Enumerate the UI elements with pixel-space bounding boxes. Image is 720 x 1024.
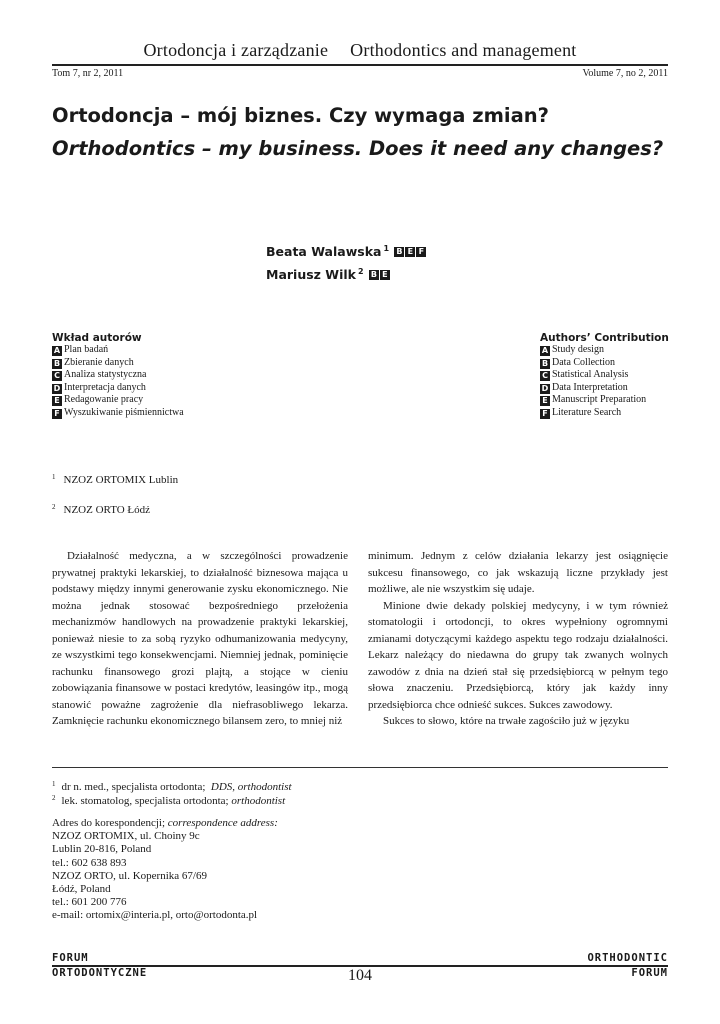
contribution-item bbox=[540, 382, 669, 395]
body-paragraph: minimum. Jednym z celów działania lekarzy jest osiągnięcie sukcesu finansowego, co jak wskazują liczne przykłady jest możliwe, ale nie wszystkim się udaje. bbox=[368, 550, 668, 596]
contribution-letter: E bbox=[540, 396, 550, 406]
correspondence-label-pl: Adres do korespondencji; bbox=[52, 817, 166, 829]
contribution-item bbox=[52, 382, 184, 395]
contribution-label: Literature Search bbox=[552, 406, 622, 418]
contribution-label: Plan badań bbox=[64, 344, 109, 355]
body-column-left bbox=[52, 548, 348, 730]
author-2 bbox=[266, 267, 390, 282]
contribution-label: Interpretacja danych bbox=[64, 381, 146, 393]
contribution-item bbox=[52, 407, 184, 420]
footer-brand-pl-line2: ORTODONTYCZNE bbox=[52, 967, 148, 979]
footnote-text-pl: dr n. med., specjalista ortodonta; bbox=[61, 781, 206, 793]
contribution-list-en bbox=[540, 344, 669, 420]
author-name: Mariusz Wilk bbox=[266, 267, 356, 282]
body-paragraph: Działalność medyczna, a w szczególności prowadzenie prywatnej praktyki lekarskiej, to działalność biznesowa mająca u podstawy między innymi generowanie zysku ekonomicznego. Nie można jednak stosować bezpośredniego przełożenia mechanizmów handlowych na prowadzenie praktyki lekarskiej, ponieważ niesie to za sobą ryzyko odhumanizowania medycyny, ze wszystkimi tego konsekwencjami. Niemniej jednak, pominięcie rachunku finansowego grozi plajtą, a stojące w cieniu zobowiązania finansowe w postaci kredytów, leasingów itp., mogą stanowić poważne zagrożenie dla niefrasobliwego lekarza. Zamknięcie rachunku ekonomicznego bilansem zero, to mniej niż bbox=[52, 550, 348, 728]
contribution-letter: E bbox=[52, 396, 62, 406]
contribution-item bbox=[52, 344, 184, 357]
journal-title-en: Orthodontics and management bbox=[350, 40, 577, 60]
contribution-item bbox=[540, 407, 669, 420]
role-badge: B bbox=[370, 270, 377, 279]
volume-pl: Tom 7, nr 2, 2011 bbox=[52, 68, 124, 79]
contribution-item bbox=[52, 394, 184, 407]
role-badge: E bbox=[380, 270, 390, 280]
role-badge: B bbox=[396, 247, 403, 256]
contribution-letter: A bbox=[53, 346, 61, 355]
author-1 bbox=[266, 244, 426, 259]
correspondence-line: NZOZ ORTOMIX, ul. Choiny 9c bbox=[52, 830, 200, 843]
correspondence-line: e-mail: ortomix@interia.pl, orto@ortodonta.pl bbox=[52, 909, 258, 922]
author-affiliation-mark: 2 bbox=[357, 267, 364, 276]
footnote-text-en: orthodontist bbox=[231, 795, 286, 807]
correspondence-line: Łódź, Poland bbox=[52, 883, 111, 896]
contribution-item bbox=[540, 394, 669, 407]
contribution-list-pl bbox=[52, 344, 184, 420]
page-number: 104 bbox=[348, 967, 372, 984]
affiliation-1 bbox=[52, 473, 178, 486]
contribution-letter: B bbox=[541, 358, 549, 368]
contribution-letter: B bbox=[53, 358, 61, 368]
contribution-letter: D bbox=[541, 383, 549, 393]
volume-en: Volume 7, no 2, 2011 bbox=[582, 68, 668, 79]
contribution-letter: D bbox=[53, 383, 61, 393]
contribution-heading-pl: Wkład autorów bbox=[52, 332, 142, 344]
contribution-item bbox=[540, 357, 669, 370]
footnote-rule bbox=[52, 767, 668, 768]
journal-title-pl: Ortodoncja i zarządzanie bbox=[143, 40, 329, 60]
affiliation-2 bbox=[52, 503, 150, 516]
footer-brand-en-line1: ORTHODONTIC bbox=[587, 952, 668, 964]
correspondence bbox=[52, 817, 278, 923]
footnote-number: 2 bbox=[52, 794, 56, 802]
role-badge: F bbox=[416, 247, 426, 257]
contribution-en bbox=[540, 332, 669, 420]
contribution-heading-en: Authors’ Contribution bbox=[540, 332, 669, 344]
contribution-label: Analiza statystyczna bbox=[64, 369, 147, 381]
contribution-letter: F bbox=[52, 409, 62, 419]
contribution-item bbox=[52, 369, 184, 382]
contribution-letter: A bbox=[541, 346, 549, 355]
footnote-text-pl: lek. stomatolog, specjalista ortodonta; bbox=[61, 795, 229, 807]
contribution-letter: C bbox=[540, 371, 550, 381]
affiliation-text: NZOZ ORTO Łódź bbox=[63, 504, 151, 516]
contribution-label: Study design bbox=[552, 344, 604, 355]
contribution-pl bbox=[52, 332, 184, 420]
footnote-number: 1 bbox=[52, 780, 56, 788]
journal-title bbox=[0, 40, 720, 61]
correspondence-label bbox=[52, 817, 278, 830]
contribution-label: Redagowanie pracy bbox=[64, 394, 144, 406]
contribution-item bbox=[540, 344, 669, 357]
contribution-item bbox=[540, 369, 669, 382]
correspondence-line: tel.: 601 200 776 bbox=[52, 896, 127, 909]
footnote-text-en: DDS, orthodontist bbox=[210, 781, 292, 793]
contribution-label: Data Interpretation bbox=[552, 381, 628, 393]
correspondence-line: tel.: 602 638 893 bbox=[52, 856, 127, 869]
body-paragraph: Sukces to słowo, które na trwałe zagościło już w języku bbox=[383, 715, 630, 728]
article-title-en: Orthodontics – my business. Does it need any changes? bbox=[52, 137, 664, 160]
correspondence-line: NZOZ ORTO, ul. Kopernika 67/69 bbox=[52, 869, 207, 882]
contribution-letter: F bbox=[540, 409, 550, 419]
header-rule bbox=[52, 64, 668, 66]
correspondence-label-en: correspondence address: bbox=[167, 817, 278, 829]
footer-brand-pl-line1: FORUM bbox=[52, 952, 89, 964]
author-name: Beata Walawska bbox=[266, 244, 382, 259]
contribution-item bbox=[52, 357, 184, 370]
correspondence-line: Lublin 20-816, Poland bbox=[52, 843, 152, 856]
contribution-label: Statistical Analysis bbox=[552, 369, 629, 381]
body-column-right bbox=[368, 548, 668, 730]
footer-brand-en-line2: FORUM bbox=[631, 967, 668, 979]
affiliation-number: 1 bbox=[52, 473, 56, 481]
affiliation-text: NZOZ ORTOMIX Lublin bbox=[63, 474, 179, 486]
body-paragraph: Minione dwie dekady polskiej medycyny, i w tym również stomatologii i ortodoncji, to okres wypełniony ogromnymi zmianami dotyczącymi każdego aspektu tego rodzaju działalności. Lekarz należący do niedawna do grupy tak zwanych wolnych zawodów z dnia na dzień stał się przedsiębiorcą w pełnym tego słowa znaczeniu. Przedsiębiorcą, który jak każdy inny przedsiębiorca chce odnieść sukces. Sukces zawodowy. bbox=[368, 599, 668, 711]
article-title-pl: Ortodoncja – mój biznes. Czy wymaga zmian? bbox=[52, 104, 549, 127]
author-affiliation-mark: 1 bbox=[383, 244, 390, 253]
contribution-label: Zbieranie danych bbox=[64, 356, 134, 368]
contribution-label: Wyszukiwanie piśmiennictwa bbox=[64, 406, 184, 418]
footnote-2 bbox=[52, 791, 285, 809]
affiliation-number: 2 bbox=[52, 503, 56, 511]
contribution-label: Manuscript Preparation bbox=[552, 394, 647, 406]
contribution-letter: C bbox=[52, 371, 62, 381]
contribution-label: Data Collection bbox=[552, 356, 616, 368]
role-badge: E bbox=[405, 247, 415, 257]
